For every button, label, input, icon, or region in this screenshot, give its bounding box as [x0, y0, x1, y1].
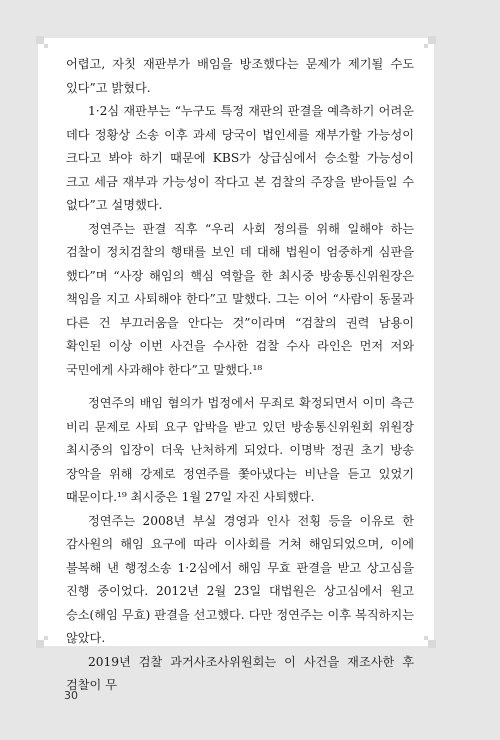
body-text	[66, 53, 414, 698]
paragraph: 2019년 검찰 과거사조사위원회는 이 사건을 재조사한 후 검찰이 무	[66, 654, 414, 692]
paragraph: 정연주의 배임 혐의가 법정에서 무죄로 확정되면서 이미 측근 비리 문제로 사퇴 요구 압박을 받고 있던 방송통신위원회 위원장 최시중의 입장이 더욱 난처하게 되었다. 이명박 정권 초기 방송 장악을 위해 강제로 정연주를 쫓아냈다는 비난을 듣고 있었기 때문이다.¹⁹ 최시중은 1월 27일 자진 사퇴했다.	[66, 396, 414, 504]
corner-ornament	[422, 634, 436, 648]
paragraph: 1·2심 재판부는 “누구도 특정 재판의 판결을 예측하기 어려운 데다 정황상 소송 이후 과세 당국이 법인세를 재부가할 가능성이 크다고 봐야 하기 때문에 KBS가 상급심에서 승소할 가능성이 크고 세금 재부과 가능성이 작다고 본 검찰의 주장을 받아들일 수 없다”고 설명했다.	[66, 104, 414, 212]
paragraph: 어렵고, 자칫 재판부가 배임을 방조했다는 문제가 제기될 수도 있다”고 밝혔다.	[66, 57, 414, 95]
page	[38, 38, 434, 692]
corner-ornament	[36, 634, 50, 648]
corner-ornament	[422, 36, 436, 50]
paragraph: 정연주는 2008년 부실 경영과 인사 전횡 등을 이유로 한 감사원의 해임 요구에 따라 이사회를 거쳐 해임되었으며, 이에 불복해 낸 행정소송 1·2심에서 해임 무효 판결을 받고 상고심을 진행 중이었다. 2012년 2월 23일 대법원은 상고심에서 원고 승소(해임 무효) 판결을 선고했다. 다만 정연주는 이후 복직하지는 않았다.	[66, 513, 414, 645]
page-number: 30	[64, 689, 78, 702]
corner-ornament	[36, 36, 50, 50]
paragraph: 정연주는 판결 직후 “우리 사회 정의를 위해 일해야 하는 검찰이 정치검찰의 행태를 보인 데 대해 법원이 엄중하게 심판을 했다”며 “사장 해임의 핵심 역할을 한 최시중 방송통신위원장은 책임을 지고 사퇴해야 한다”고 말했다. 그는 이어 “사람이 동물과 다른 건 부끄러움을 안다는 것”이라며 “검찰의 권력 남용이 확인된 이상 이번 사건을 수사한 검찰 수사 라인은 먼저 저와 국민에게 사과해야 한다”고 말했다.¹⁸	[66, 221, 414, 377]
